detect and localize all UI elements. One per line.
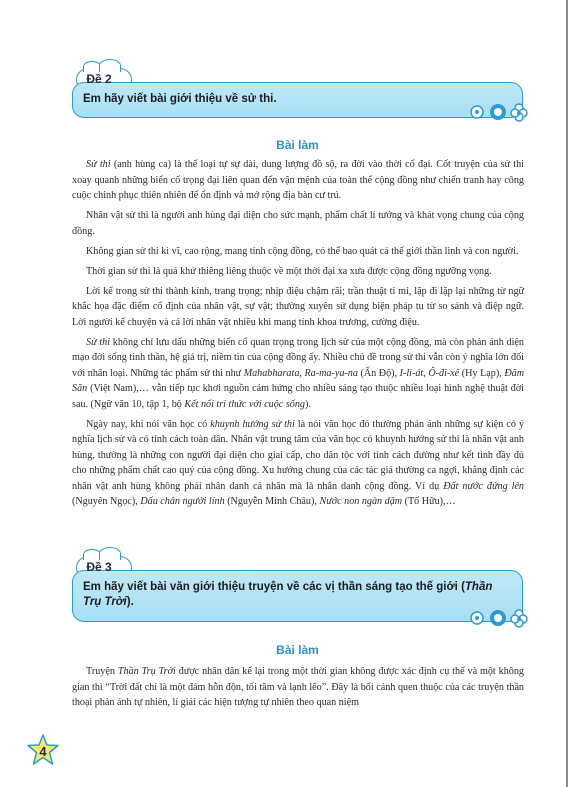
topic-3-box xyxy=(72,570,523,622)
paragraph-text: được nhân dân kể lại trong một thời gian không được xác định cụ thể và một không gian thì “Trời đất chỉ là một đám hỗn độn, tối tăm và lạnh lẽo”. Đây là bối cảnh quen thuộc của các truyện thần thoại phản ánh tự nhiên, lí giải các hiện tượng tự nhiên theo quan niệm xyxy=(72,666,524,708)
topic-2-card xyxy=(72,60,523,118)
paragraph-text: , xyxy=(423,367,429,379)
paragraph: Thời gian sử thi là quá khứ thiêng liêng thuộc về một thời đại xa xưa được cộng đồng ngưỡng vọng. xyxy=(86,265,492,277)
paragraph: Lời kể trong sử thi thành kính, trang trọng; nhịp điệu chậm rãi; trần thuật tỉ mỉ, lặp đi lặp lại những từ ngữ khắc họa đặc điểm cố định của nhân vật, sự vật; thường xuyên sử dụng biện pháp tu từ so sánh và điệp ngữ. Lời người kể chuyện và cả lời nhân vật nhiều khi mang tính khoa trương, cường điệu. xyxy=(72,285,524,328)
italic-term: Sử thi xyxy=(86,159,111,170)
work-title: Nước non ngàn dặm xyxy=(319,496,403,507)
paragraph-text: Truyện xyxy=(86,666,118,677)
flower-decoration xyxy=(467,606,531,630)
italic-term: Sử thi xyxy=(86,336,111,348)
work-title: Mahabharata, Ra-ma-ya-na xyxy=(243,367,358,379)
paragraph-text: không chỉ lưu dấu những biến cố quan trọng trong lịch sử của một cộng đồng, mà còn phản ánh diện mạo đời sống tinh thần, hệ giá trị, niềm tin của cộng đồng ấy. Nhiều chủ đề trong sử thi vẫn còn ý nghĩa lớn đối với nhân loại. Những tác phẩm sử thi như xyxy=(72,336,524,379)
paragraph-text: là nói văn học đó thường phản ánh những sự kiện có ý nghĩa lịch sử và có tính cách toàn dân. Nhân vật trung tâm của văn học có khuynh hướng sử thi là nhân vật anh hùng, thường là những con người đại diện cho giai cấp, cho dân tộc với tính cách đường như kết tinh đầy đủ cho những phẩm chất cao quý của cộng đồng. Xu hướng chung của các tác giả thường ca ngợi, khẳng định các nhân vật anh hùng không phải nhân danh cá nhân mà là nhân danh cộng đồng. Ví dụ xyxy=(72,418,525,492)
work-title: I-li-át xyxy=(399,367,424,379)
story-title: Thần Trụ Trời xyxy=(83,581,493,608)
flower-decoration xyxy=(467,100,531,124)
work-title: Dấu chân người lính xyxy=(140,496,225,507)
topic-2-box xyxy=(72,82,523,118)
paragraph-text: ). xyxy=(304,398,311,410)
answer-3-body xyxy=(72,664,524,715)
paragraph-text: (Việt Nam),… vẫn tiếp tục khơi nguồn cảm hứng cho nhiều sáng tạo thuộc nhiều loại hình nghệ thuật đời sau. (Ngữ văn 10, tập 1, bộ xyxy=(72,383,524,410)
prompt-text: ). xyxy=(126,596,134,608)
answer-3-heading: Bài làm xyxy=(276,643,319,657)
paragraph: Nhân vật sử thi là người anh hùng đại diện cho sức mạnh, phẩm chất lí tưởng và khát vọng chung của cộng đồng. xyxy=(72,210,524,237)
paragraph-text: (Ấn Độ), xyxy=(357,367,400,379)
topic-3-label: Đề 3 xyxy=(86,560,112,574)
flower-icon xyxy=(511,104,527,121)
paragraph-text: (anh hùng ca) là thể loại tự sự dài, dung lượng đồ sộ, ra đời vào thời cổ đại. Cốt truyện của sử thi xoay quanh những biến cố trọng đại liên quan đến vận mệnh của toàn thể cộng đồng như chiến tranh hay công cuộc chinh phục thiên nhiên để ổn định và mở rộng địa bàn cư trú. xyxy=(72,159,524,201)
paragraph-text: (Hy Lạp), xyxy=(459,367,505,379)
paragraph xyxy=(72,157,524,204)
prompt-text: Em hãy viết bài văn giới thiệu truyện về các vị thần sáng tạo thế giới ( xyxy=(83,581,465,593)
story-title: Thần Trụ Trời xyxy=(117,666,176,677)
paragraph-text: Ngày nay, khi nói văn học có xyxy=(86,418,211,430)
work-title: Ô-đi-xê xyxy=(428,367,460,379)
topic-2-prompt: Em hãy viết bài giới thiệu về sử thi. xyxy=(83,93,277,105)
flower-icon xyxy=(471,612,483,624)
paragraph xyxy=(72,417,524,510)
paragraph: Không gian sử thi kì vĩ, cao rộng, mang tính cộng đồng, có thể bao quát cả thế giới thần linh và con người. xyxy=(86,245,519,257)
answer-2-body xyxy=(72,157,524,514)
paragraph-text: (Nguyên Ngọc), xyxy=(72,496,141,507)
page-edge-line xyxy=(566,0,568,787)
work-title: Đất nước đứng lên xyxy=(443,480,524,492)
topic-3-prompt xyxy=(83,580,502,610)
work-title: Đăm Săn xyxy=(72,367,525,394)
answer-2-heading: Bài làm xyxy=(276,138,319,152)
sun-gear-icon xyxy=(490,610,506,626)
page-number: 4 xyxy=(39,744,47,759)
paragraph xyxy=(72,335,524,413)
topic-3-card xyxy=(72,548,523,626)
flower-icon xyxy=(511,610,527,627)
topic-2-label: Đề 2 xyxy=(86,72,112,86)
sun-gear-icon xyxy=(490,104,506,120)
flower-icon xyxy=(471,106,483,118)
italic-term: khuynh hướng sử thi xyxy=(210,418,295,430)
paragraph xyxy=(72,664,524,711)
book-title: Kết nối tri thức với cuộc sống xyxy=(184,398,305,410)
paragraph-text: (Tố Hữu),… xyxy=(402,496,456,507)
paragraph-text: (Nguyễn Minh Châu), xyxy=(224,496,320,507)
